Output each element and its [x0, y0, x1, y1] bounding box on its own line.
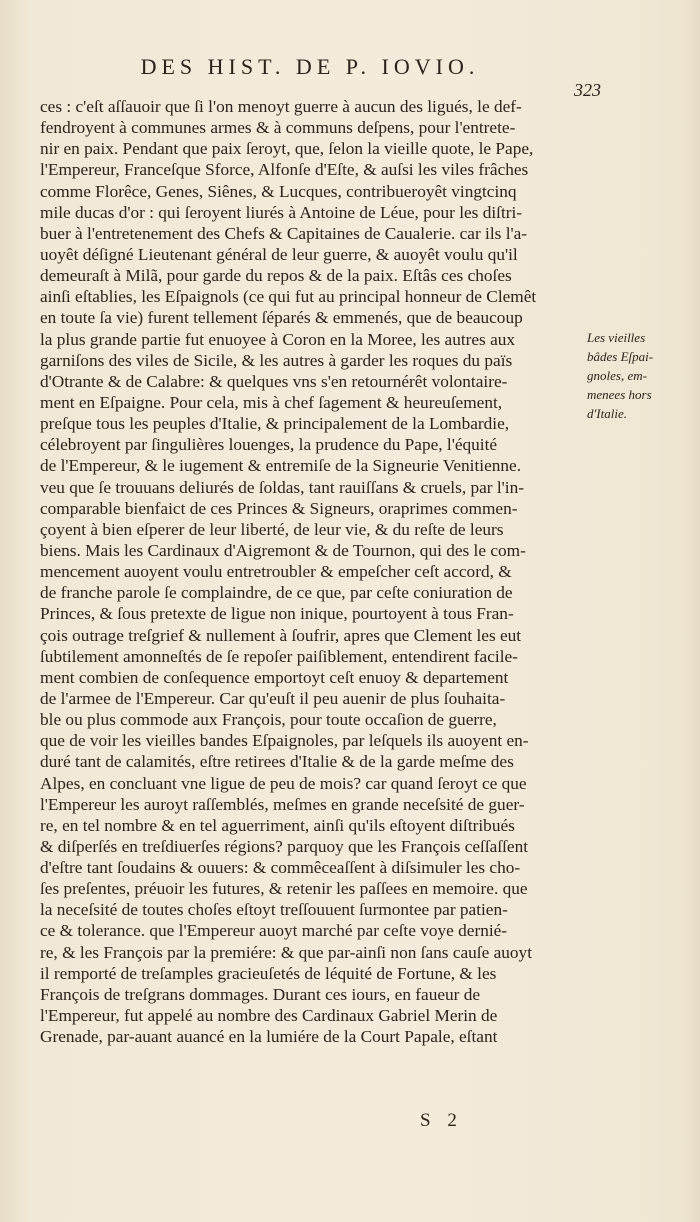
text-line: Alpes, en concluant vne ligue de peu de mois? car quand ſeroyt ce que [40, 773, 527, 793]
text-line: d'eſtre tant ſoudains & ouuers: & commêceaſſent à diſsimuler les cho- [40, 858, 521, 878]
text-line: François de treſgrans dommages. Durant ces iours, en faueur de [40, 984, 481, 1004]
text-line: Grenade, par-auant auancé en la lumiére de la Court Papale, eſtant [40, 1027, 498, 1047]
text-line: re, en tel nombre & en tel aguerriment, ainſi qu'ils eſtoyent diſtribués [40, 815, 515, 835]
text-line: célebroyent par ſingulières louenges, la prudence du Pape, l'équité [40, 435, 498, 455]
text-line: de franche parole ſe complaindre, de ce que, par ceſte coniuration de [40, 583, 513, 603]
running-head: DES HIST. DE P. IOVIO. [140, 54, 480, 79]
text-line: çoyent à bien eſperer de leur liberté, de leur vie, & du reſte de leurs [40, 519, 504, 539]
text-line: comme Florêce, Genes, Siênes, & Lucques, contribueroyêt vingtcinq [40, 181, 517, 201]
text-line: ment en Eſpaigne. Pour cela, mis à chef ſagement & heureuſement, [40, 392, 503, 412]
page-number: 323 [574, 80, 601, 100]
text-line: l'Empereur, Franceſque Sforce, Alfonſe d'Eſte, & auſsi les viles frâches [40, 160, 529, 180]
text-line: ſubtilement amonneſtés de ſe repoſer paiſiblement, entendirent facile- [40, 646, 518, 666]
text-line: ainſi eſtablies, les Eſpaignols (ce qui fut au principal honneur de Clemêt [40, 287, 537, 307]
text-line: ſes preſentes, préuoir les futures, & retenir les paſſees en memoire. que [40, 879, 528, 899]
text-line: Princes, & ſous pretexte de ligue non inique, pourtoyent à tous Fran- [40, 604, 514, 624]
margin-note-line: bâdes Eſpai- [587, 349, 654, 364]
margin-note-line: d'Italie. [587, 406, 627, 421]
text-line: en toute ſa vie) furent tellement ſéparés & emmenés, que de beaucoup [40, 308, 523, 328]
text-line: buer à l'entretenement des Chefs & Capitaines de Caualerie. car ils l'a- [40, 223, 528, 243]
text-line: il remporté de treſamples gracieuſetés de léquité de Fortune, & les [40, 963, 497, 983]
margin-note-line: Les vieilles [587, 330, 646, 345]
text-line: nir en paix. Pendant que paix ſeroyt, que, ſelon la vieille quote, le Pape, [40, 139, 534, 159]
text-line: que de voir les vieilles bandes Eſpaignoles, par leſquels ils auoyent en- [40, 731, 529, 751]
text-line: uoyêt déſigné Lieutenant général de leur guerre, & auoyêt voulu qu'il [40, 244, 518, 264]
text-line: veu que ſe trouuans deliurés de ſoldas, tant rauiſſans & cruels, par l'in- [40, 477, 524, 497]
text-line: mencement auoyent voulu entretroubler & empeſcher ceſt accord, & [40, 562, 512, 582]
margin-note-line: menees hors [587, 387, 652, 402]
text-line: demeuraſt à Milã, pour garde du repos & de la paix. Eſtâs ces choſes [40, 266, 512, 286]
text-line: çois outrage treſgrief & nullement à ſoufrir, apres que Clement les eut [40, 625, 522, 645]
text-line: l'Empereur, fut appelé au nombre des Cardinaux Gabriel Merin de [40, 1006, 498, 1026]
text-line: & diſperſés en treſdiuerſes régions? parquoy que les François ceſſaſſent [40, 836, 529, 856]
margin-note [587, 328, 687, 423]
text-line: de l'Empereur, & le iugement & entremiſe de la Signeurie Venitienne. [40, 456, 522, 476]
text-line: l'Empereur les auroyt raſſemblés, meſmes en grande neceſsité de guer- [40, 794, 525, 814]
text-line: d'Otrante & de Calabre: & quelques vns s'en retournérêt volontaire- [40, 371, 508, 391]
text-line: ble ou plus commode aux François, pour toute occaſion de guerre, [40, 710, 497, 730]
text-line: ce & tolerance. que l'Empereur auoyt marché par ceſte voye dernié- [40, 921, 508, 941]
text-line: de l'armee de l'Empereur. Car qu'euſt il peu auenir de plus ſouhaita- [40, 688, 506, 708]
text-line: ces : c'eſt aſſauoir que ſi l'on menoyt guerre à aucun des ligués, le def- [40, 97, 522, 116]
text-line: la neceſsité de toutes choſes eſtoyt treſſouuent ſurmontee par patien- [40, 900, 508, 920]
text-line: mile ducas d'or : qui ſeroyent liurés à Antoine de Léue, pour les diſtri- [40, 202, 523, 222]
text-line: duré tant de calamités, eſtre retirees d'Italie & de la garde meſme des [40, 752, 514, 772]
text-line: comparable bienfaict de ces Princes & Signeurs, oraprimes commen- [40, 498, 518, 518]
text-line: la plus grande partie fut enuoyee à Coron en la Moree, les autres aux [40, 329, 516, 349]
body-text [40, 96, 582, 1047]
text-line: biens. Mais les Cardinaux d'Aigremont & de Tournon, qui des le com- [40, 540, 526, 560]
text-line: preſque tous les peuples d'Italie, & principalement de la Lombardie, [40, 414, 510, 434]
signature-mark: S 2 [420, 1110, 463, 1131]
margin-note-line: gnoles, em- [587, 368, 647, 383]
text-line: fendroyent à communes armes & à communs deſpens, pour l'entrete- [40, 118, 516, 138]
text-line: garniſons des viles de Sicile, & les autres à garder les roques du païs [40, 350, 513, 370]
text-line: re, & les François par la premiére: & que par-ainſi non ſans cauſe auoyt [40, 942, 532, 962]
text-line: ment combien de conſequence emportoyt ceſt enuoy & departement [40, 667, 509, 687]
